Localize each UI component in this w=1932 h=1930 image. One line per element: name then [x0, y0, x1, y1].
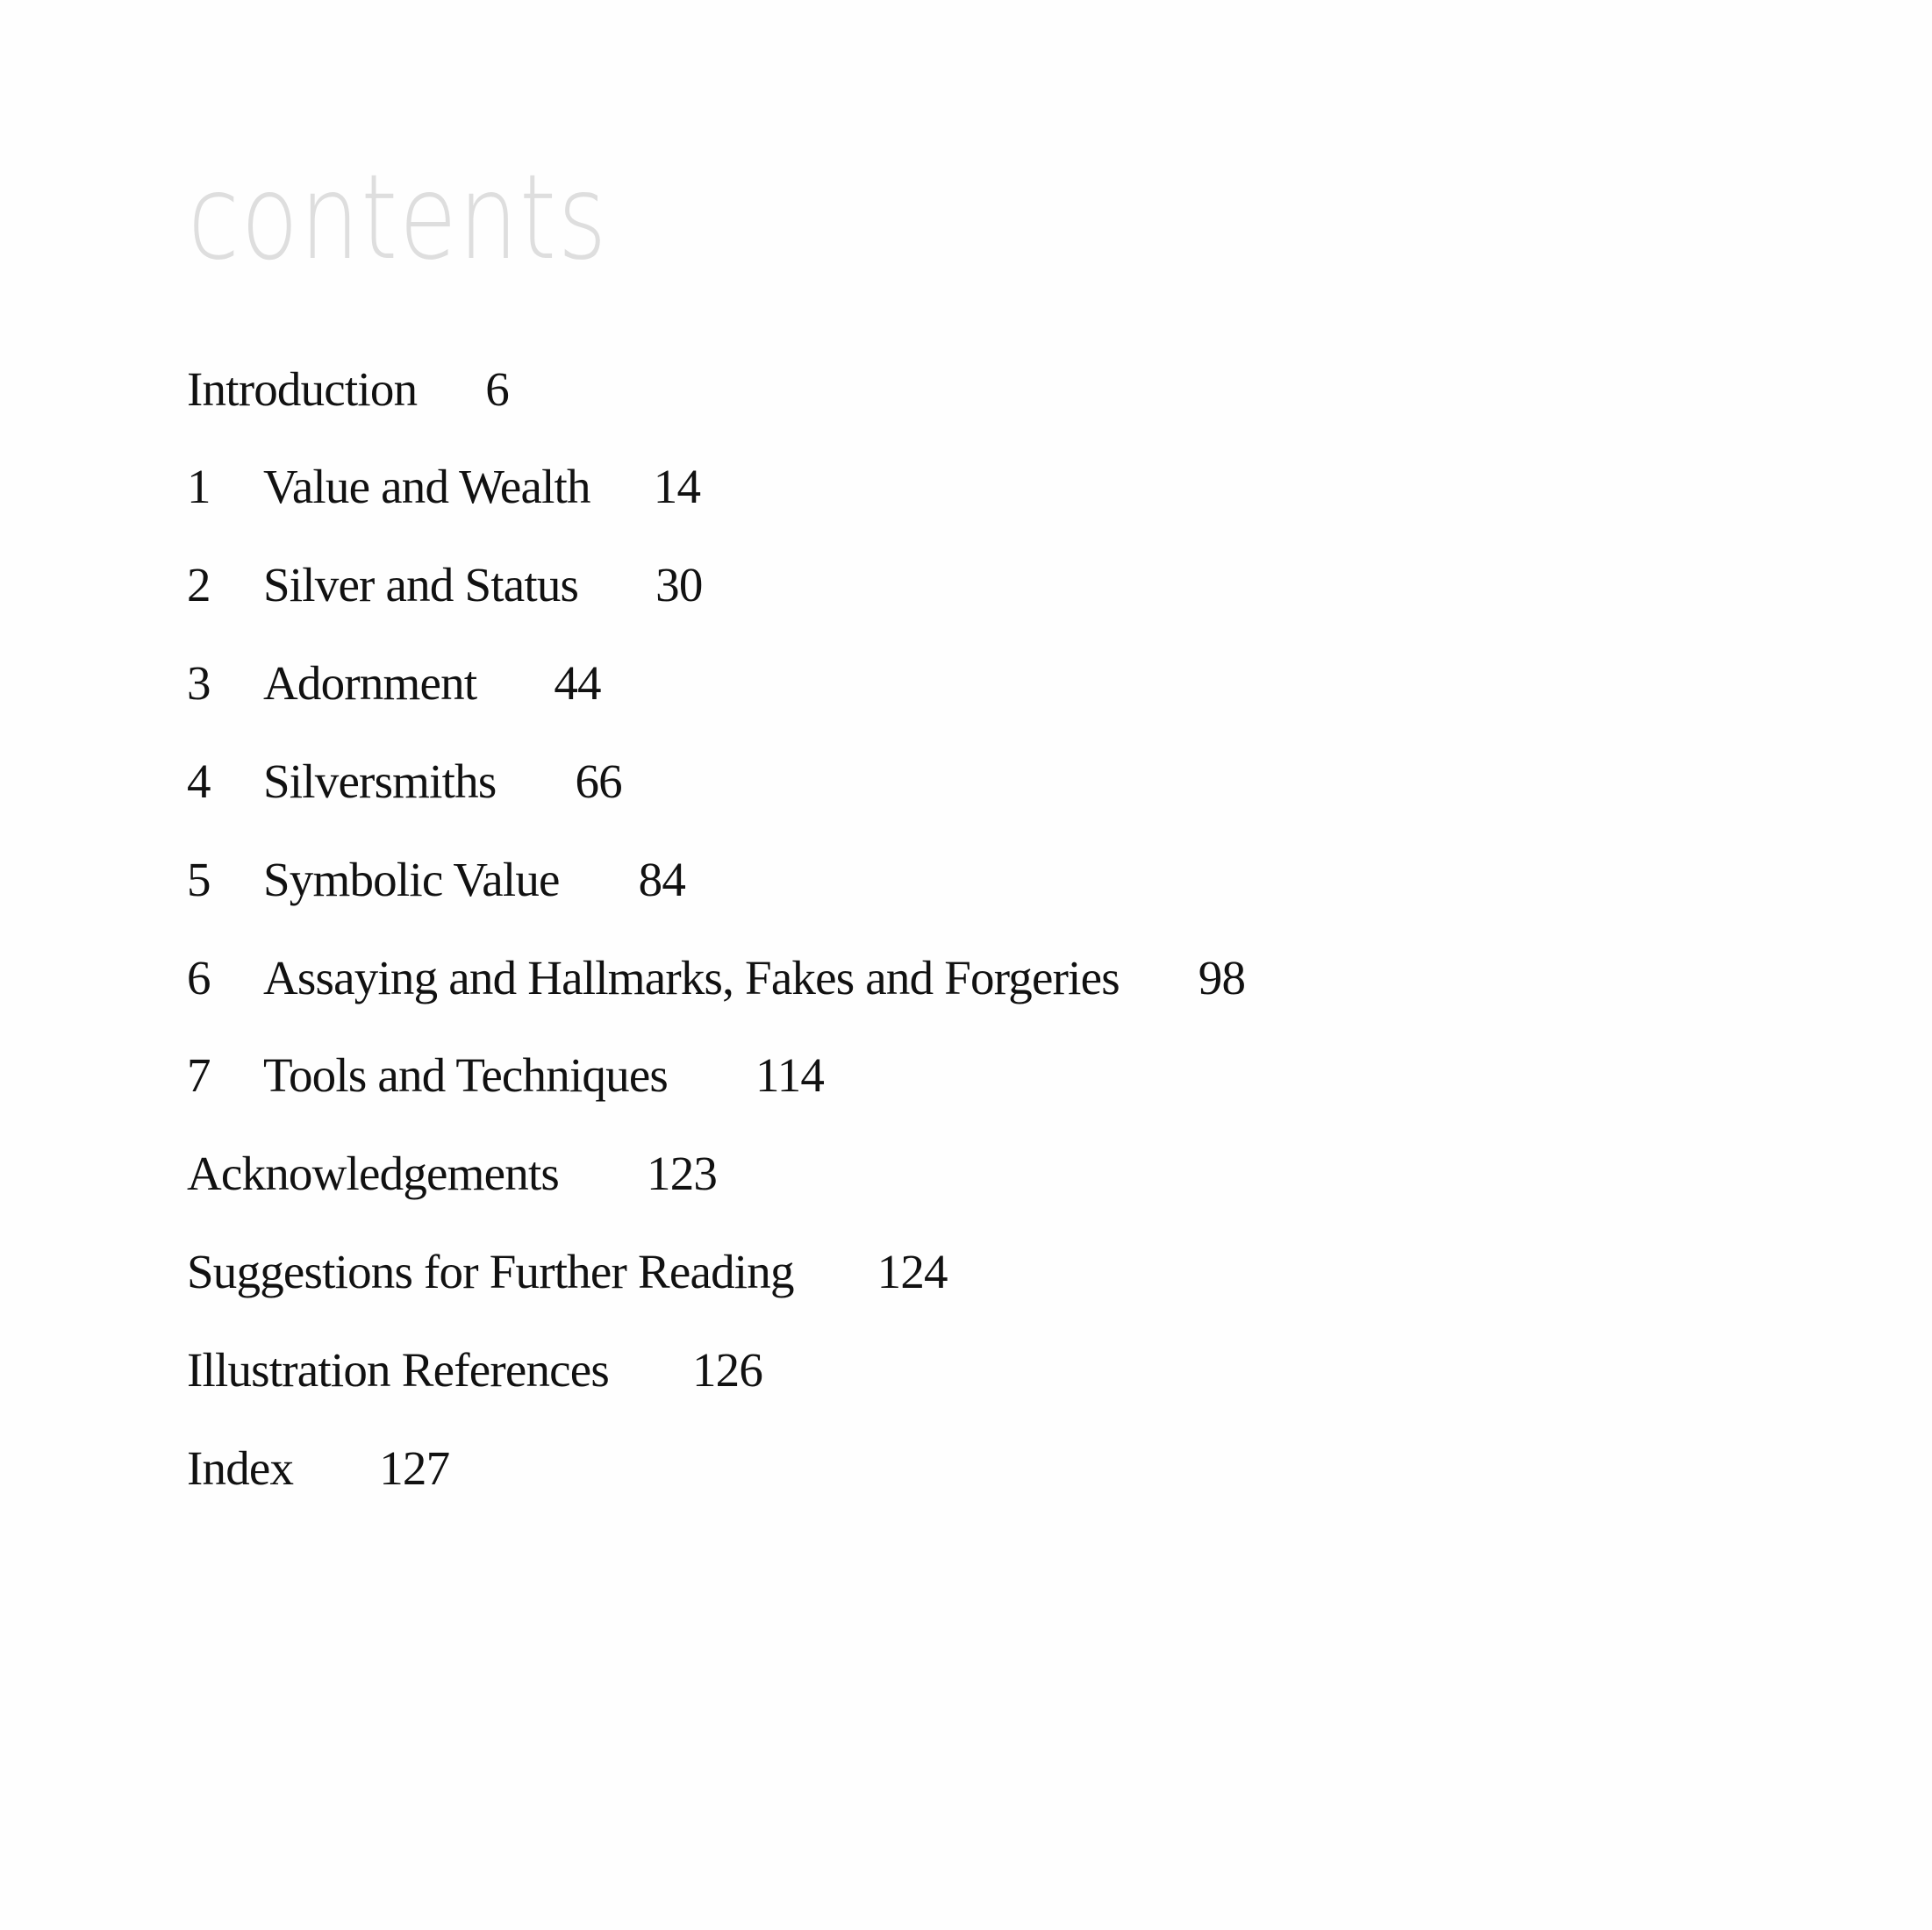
toc-entry-page: 6	[485, 362, 509, 416]
toc-entry-title: Suggestions for Further Reading	[187, 1245, 794, 1298]
toc-entry-page: 14	[653, 460, 701, 513]
toc-entry-chapter-3[interactable]	[187, 648, 601, 718]
toc-entry-acknowledgements[interactable]	[187, 1139, 717, 1209]
toc-entry-title: Assaying and Hallmarks, Fakes and Forgeries	[263, 951, 1120, 1004]
toc-entry-page: 30	[655, 558, 703, 611]
toc-entry-title: Tools and Techniques	[263, 1048, 669, 1102]
toc-entry-chapter-6[interactable]	[187, 943, 1245, 1013]
toc-chapter-number: 7	[187, 1048, 211, 1102]
toc-chapter-number: 3	[187, 656, 211, 710]
toc-entry-title: Index	[187, 1441, 294, 1495]
toc-entry-page: 123	[647, 1147, 718, 1200]
page-title: contents	[188, 149, 609, 286]
toc-entry-illustration-references[interactable]	[187, 1335, 762, 1405]
toc-entry-chapter-2[interactable]	[187, 550, 703, 620]
toc-entry-page: 98	[1198, 951, 1246, 1004]
toc-entry-page: 126	[691, 1343, 763, 1397]
toc-entry-page: 127	[379, 1441, 450, 1495]
toc-entry-chapter-4[interactable]	[187, 747, 622, 817]
toc-chapter-number: 1	[187, 460, 211, 513]
toc-entry-page: 66	[575, 754, 622, 808]
toc-entry-page: 114	[755, 1048, 825, 1102]
toc-entry-title: Value and Wealth	[263, 460, 590, 513]
toc-entry-index[interactable]	[187, 1433, 449, 1504]
toc-entry-title: Silver and Status	[263, 558, 579, 611]
toc-entry-page: 44	[554, 656, 601, 710]
toc-chapter-number: 4	[187, 754, 211, 808]
toc-entry-chapter-7[interactable]	[187, 1040, 824, 1111]
toc-entry-chapter-5[interactable]	[187, 845, 685, 915]
toc-entry-title: Illustration References	[187, 1343, 609, 1397]
toc-entry-title: Symbolic Value	[263, 853, 560, 906]
toc-entry-introduction[interactable]	[187, 354, 509, 425]
toc-entry-title: Adornment	[263, 656, 477, 710]
toc-entry-chapter-1[interactable]	[187, 452, 700, 522]
toc-chapter-number: 5	[187, 853, 211, 906]
toc-entry-title: Introduction	[187, 362, 418, 416]
toc-entry-title: Silversmiths	[263, 754, 497, 808]
toc-entry-page: 84	[638, 853, 686, 906]
toc-chapter-number: 2	[187, 558, 211, 611]
toc-entry-title: Acknowledgements	[187, 1147, 560, 1200]
toc-entry-page: 124	[877, 1245, 948, 1298]
toc-entry-further-reading[interactable]	[187, 1237, 948, 1307]
toc-chapter-number: 6	[187, 951, 211, 1004]
